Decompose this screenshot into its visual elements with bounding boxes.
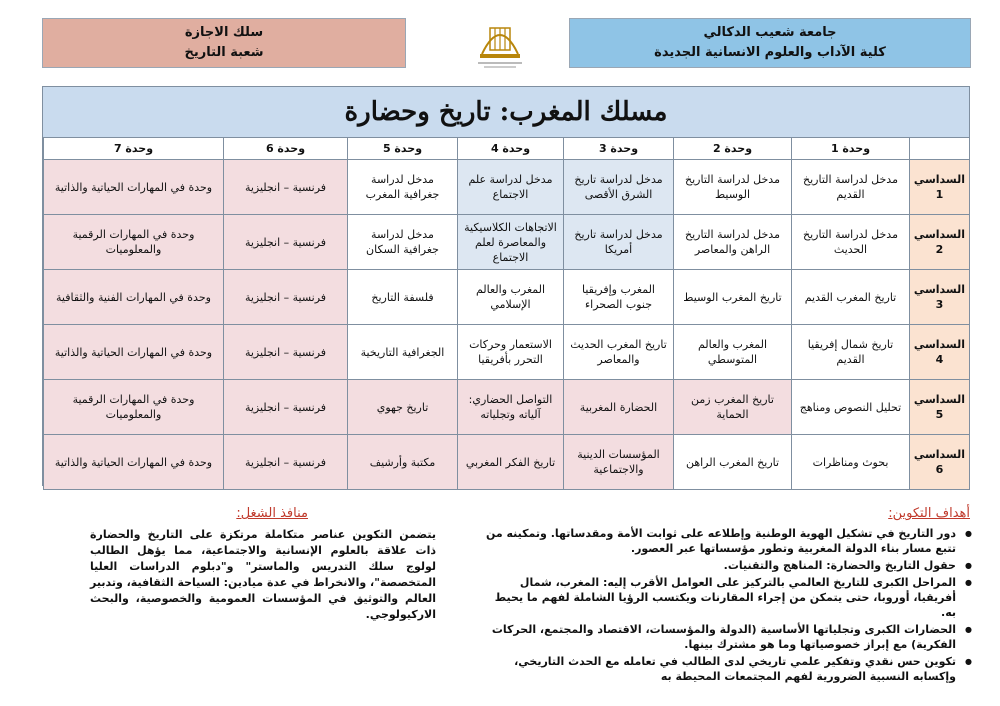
curriculum-frame: [42, 86, 970, 486]
skills-cell: وحدة في المهارات الحياتية والذاتية: [44, 160, 224, 215]
module-cell: مدخل لدراسة التاريخ الوسيط: [674, 160, 792, 215]
table-row: [44, 270, 970, 325]
track-name: سلك الاجازة: [184, 25, 264, 40]
module-cell: مدخل لدراسة التاريخ الحديث: [792, 215, 910, 270]
column-header: وحدة 4: [458, 138, 564, 160]
skills-cell: وحدة في المهارات الرقمية والمعلوميات: [44, 380, 224, 435]
skills-cell: وحدة في المهارات الحياتية والذاتية: [44, 435, 224, 490]
module-cell: تاريخ المغرب القديم: [792, 270, 910, 325]
jobs-text: يتضمن التكوين عناصر متكاملة مرتكزة على التاريخ والحضارة ذات علاقة بالعلوم الإنسانية والاجتماعية، مما يؤهل الطالب لولوج سلك التدريس والماستر" و"دبلوم الدراسات العليا المتخصصة"، والانخراط في عدة ميادين: السياحة الثقافية، وتدبير العالم والتوثيق في المؤسسات العمومية والخصوصية، والبحث الاركيولوجي.: [90, 528, 436, 621]
semester-cell: السداسي 1: [910, 160, 970, 215]
module-cell: المؤسسات الدينية والاجتماعية: [564, 435, 674, 490]
list-item: ● دور التاريخ في تشكيل الهوية الوطنية وإطلاعه على ثوابت الأمة ومقدساتها. وتمكينه من تتبع مسار بناء الدولة المغربية وتطور مؤسساتها عبر العصور.: [478, 526, 956, 556]
faculty-name: كلية الآداب والعلوم الانسانية الجديدة: [654, 45, 886, 60]
column-header: وحدة 3: [564, 138, 674, 160]
column-header: وحدة 7: [44, 138, 224, 160]
language-cell: فرنسية – انجليزية: [224, 270, 348, 325]
skills-cell: وحدة في المهارات الرقمية والمعلوميات: [44, 215, 224, 270]
semester-cell: السداسي 6: [910, 435, 970, 490]
module-cell: مدخل لدراسة تاريخ الشرق الأقصى: [564, 160, 674, 215]
module-cell: مدخل لدراسة علم الاجتماع: [458, 160, 564, 215]
semester-cell: السداسي 4: [910, 325, 970, 380]
module-cell: بحوث ومناظرات: [792, 435, 910, 490]
semester-cell: السداسي 2: [910, 215, 970, 270]
module-cell: تاريخ المغرب الوسيط: [674, 270, 792, 325]
program-title: مسلك المغرب: تاريخ وحضارة: [43, 87, 969, 138]
module-cell: الاستعمار وحركات التحرر بأفريقيا: [458, 325, 564, 380]
module-cell: التواصل الحضاري: آلياته وتجلياته: [458, 380, 564, 435]
module-cell: مكتبة وأرشيف: [348, 435, 458, 490]
table-row: [44, 380, 970, 435]
skills-cell: وحدة في المهارات الفنية والثقافية: [44, 270, 224, 325]
university-header: [569, 18, 971, 68]
module-cell: تاريخ جهوي: [348, 380, 458, 435]
module-cell: تاريخ الفكر المغربي: [458, 435, 564, 490]
module-cell: الحضارة المغربية: [564, 380, 674, 435]
list-item: ● المراحل الكبرى للتاريخ العالمي بالتركيز على العوامل الأقرب إليه: المغرب، شمال أفريقيا، أوروبا، حتى يتمكن من إجراء المقارنات ويكتسب الرؤيا الشاملة لفهم ما يحيط به.: [478, 575, 956, 620]
language-cell: فرنسية – انجليزية: [224, 215, 348, 270]
module-cell: تحليل النصوص ومناهج: [792, 380, 910, 435]
list-item: ● الحضارات الكبرى وتجلياتها الأساسية (الدولة والمؤسسات، الاقتصاد والمجتمع، الحركات الفكرية) مع إبراز خصوصياتها وما هو مشترك بينها.: [478, 622, 956, 652]
department-name: شعبة التاريخ: [184, 45, 264, 60]
module-cell: الجغرافية التاريخية: [348, 325, 458, 380]
column-header: وحدة 5: [348, 138, 458, 160]
jobs-title: منافذ الشغل:: [236, 506, 308, 521]
language-cell: فرنسية – انجليزية: [224, 380, 348, 435]
module-cell: تاريخ المغرب الحديث والمعاصر: [564, 325, 674, 380]
column-header: وحدة 2: [674, 138, 792, 160]
module-cell: تاريخ المغرب زمن الحماية: [674, 380, 792, 435]
module-cell: تاريخ المغرب الراهن: [674, 435, 792, 490]
skills-cell: وحدة في المهارات الحياتية والذاتية: [44, 325, 224, 380]
module-cell: مدخل لدراسة تاريخ أمريكا: [564, 215, 674, 270]
module-cell: مدخل لدراسة التاريخ القديم: [792, 160, 910, 215]
table-row: [44, 435, 970, 490]
module-cell: المغرب والعالم المتوسطي: [674, 325, 792, 380]
language-cell: فرنسية – انجليزية: [224, 160, 348, 215]
module-cell: مدخل لدراسة التاريخ الراهن والمعاصر: [674, 215, 792, 270]
curriculum-table: [43, 137, 970, 490]
language-cell: فرنسية – انجليزية: [224, 435, 348, 490]
list-item: ● تكوين حس نقدي وتفكير علمي تاريخي لدى الطالب في تعامله مع الحدث التاريخي، وإكسابه النسبية الضرورية لفهم المجتمعات المحيطة به: [478, 654, 956, 684]
semester-cell: السداسي 5: [910, 380, 970, 435]
university-name: جامعة شعيب الدكالي: [703, 25, 837, 40]
program-header: [42, 18, 406, 68]
column-header: وحدة 6: [224, 138, 348, 160]
column-header: [910, 138, 970, 160]
table-row: [44, 215, 970, 270]
goals-title: أهداف التكوين:: [888, 506, 970, 521]
column-header: وحدة 1: [792, 138, 910, 160]
language-cell: فرنسية – انجليزية: [224, 325, 348, 380]
module-cell: المغرب وإفريقيا جنوب الصحراء: [564, 270, 674, 325]
table-row: [44, 325, 970, 380]
university-logo: [468, 14, 532, 72]
module-cell: الاتجاهات الكلاسيكية والمعاصرة لعلم الاجتماع: [458, 215, 564, 270]
table-header-row: [44, 138, 970, 160]
goals-section: [478, 526, 974, 686]
table-row: [44, 160, 970, 215]
module-cell: مدخل لدراسة جغرافية المغرب: [348, 160, 458, 215]
module-cell: تاريخ شمال إفريقيا القديم: [792, 325, 910, 380]
module-cell: مدخل لدراسة جغرافية السكان: [348, 215, 458, 270]
module-cell: المغرب والعالم الإسلامي: [458, 270, 564, 325]
semester-cell: السداسي 3: [910, 270, 970, 325]
list-item: ● حقول التاريخ والحضارة: المناهج والتقنيات.: [478, 558, 956, 573]
module-cell: فلسفة التاريخ: [348, 270, 458, 325]
